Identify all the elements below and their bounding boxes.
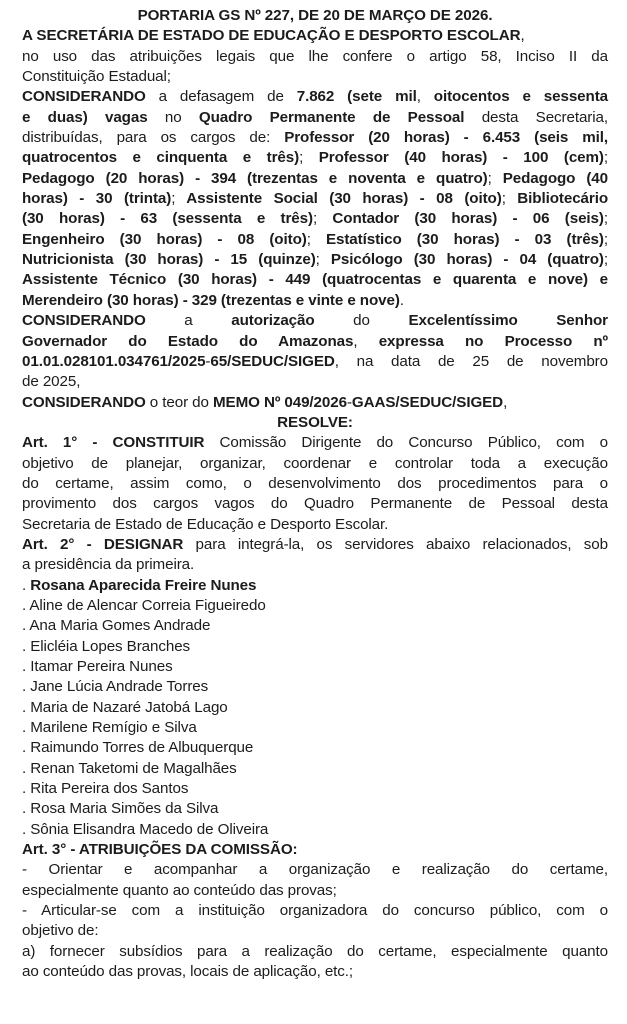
text-run-regular: ,: [353, 332, 358, 350]
doc-line-resolve: [22, 413, 608, 433]
text-run-regular: ;: [501, 190, 506, 208]
doc-line-member-6: [22, 677, 608, 697]
doc-line-preamble-l3: [22, 67, 608, 87]
text-run-regular: ;: [603, 230, 608, 248]
text-run-regular: a presidência da primeira.: [22, 556, 195, 574]
text-run-regular: - Orientar e acompanhar a organização e realização do certame,: [22, 861, 608, 879]
doc-line-art1-l3: [22, 474, 608, 494]
text-run-regular: no: [147, 108, 199, 126]
doc-line-considerando-1-l5: [22, 169, 608, 189]
text-run-regular: . Sônia Elisandra Macedo de Oliveira: [22, 820, 269, 838]
text-run-bold: RESOLVE:: [277, 413, 353, 431]
doc-line-considerando-1-l3: [22, 128, 608, 148]
doc-line-member-4: [22, 637, 608, 657]
text-run-regular: objetivo de planejar, organizar, coordenar e controlar toda a execução: [22, 454, 608, 472]
text-run-regular: . Raimundo Torres de Albuquerque: [22, 739, 254, 757]
doc-line-considerando-1-l1: [22, 87, 608, 107]
text-run-regular: ,: [416, 88, 421, 106]
text-run-regular: . Rita Pereira dos Santos: [22, 780, 189, 798]
text-run-bold: autorização: [231, 312, 315, 330]
text-run-regular: Comissão Dirigente do Concurso Público, com o: [204, 434, 608, 452]
text-run-regular: especialmente quanto ao conteúdo das provas;: [22, 881, 337, 899]
doc-line-preamble-l2: [22, 47, 608, 67]
doc-line-member-3: [22, 616, 608, 636]
text-run-regular: . Elicléia Lopes Branches: [22, 637, 191, 655]
text-run-bold: quatrocentos e cinquenta e três): [22, 149, 300, 167]
text-run-bold: 7.862 (sete mil: [296, 88, 417, 106]
text-run-regular: -: [205, 352, 211, 370]
text-run-regular: .: [22, 576, 31, 594]
text-run-regular: ;: [315, 251, 320, 269]
text-run-regular: . Aline de Alencar Correia Figueiredo: [22, 596, 266, 614]
text-run-bold: Art. 2° - DESIGNAR: [22, 535, 184, 553]
text-run-regular: . Jane Lúcia Andrade Torres: [22, 678, 209, 696]
text-run-bold: Engenheiro (30 horas) - 08 (oito): [22, 230, 307, 248]
doc-line-considerando-2-l1: [22, 311, 608, 331]
text-run-regular: , na data de 25 de novembro: [334, 352, 608, 370]
text-run-bold: Governador do Estado do Amazonas: [22, 332, 354, 350]
text-run-bold: Quadro Permanente de Pessoal: [198, 108, 465, 126]
text-run-regular: . Itamar Pereira Nunes: [22, 658, 173, 675]
doc-line-member-8: [22, 718, 608, 738]
text-run-bold: Professor (40 horas) - 100 (cem): [303, 149, 604, 167]
text-run-bold: Bibliotecário: [505, 190, 608, 208]
text-run-regular: ;: [603, 210, 608, 228]
text-run-bold: (30 horas) - 63 (sessenta e três): [22, 210, 313, 228]
text-run-bold: CONSIDERANDO: [22, 312, 146, 330]
doc-line-considerando-1-l2: [22, 108, 608, 128]
doc-line-art1-l4: [22, 494, 608, 514]
doc-line-considerando-1-l9: [22, 250, 608, 270]
text-run-bold: Professor (20 horas) - 6.453 (seis mil,: [284, 129, 608, 147]
text-run-bold: CONSIDERANDO: [22, 393, 146, 411]
text-run-regular: ;: [487, 169, 492, 187]
text-run-bold: 65/SEDUC/SIGED: [210, 352, 335, 370]
text-run-regular: . Ana Maria Gomes Andrade: [22, 617, 211, 635]
text-run-regular: ao conteúdo das provas, locais de aplicação, etc.;: [22, 963, 354, 981]
text-run-bold: horas) - 30 (trinta): [22, 190, 172, 208]
text-run-regular: distribuídas, para os cargos de:: [22, 129, 285, 147]
text-run-regular: - Articular-se com a instituição organizadora do concurso público, com o: [22, 902, 608, 920]
text-run-regular: a: [145, 312, 232, 330]
text-run-regular: ;: [603, 251, 608, 269]
doc-line-considerando-1-l6: [22, 189, 608, 209]
text-run-bold: GAAS/SEDUC/SIGED: [351, 393, 504, 411]
text-run-bold: Pedagogo (40: [491, 169, 609, 187]
text-run-bold: Nutricionista (30 horas) - 15 (quinze): [22, 251, 316, 269]
doc-line-art2-l2: [22, 555, 608, 575]
doc-line-art3-item2-l2: [22, 921, 608, 941]
text-run-regular: ;: [171, 190, 176, 208]
text-run-bold: expressa no Processo nº: [357, 332, 609, 350]
doc-line-member-7: [22, 698, 608, 718]
text-run-bold: Estatístico (30 horas) - 03 (três): [310, 230, 604, 248]
doc-line-title: [22, 6, 608, 26]
text-run-bold: 01.01.028101.034761/2025: [22, 352, 206, 370]
text-run-regular: ;: [603, 149, 608, 167]
doc-line-art3-item-a-l2: [22, 962, 608, 982]
text-run-regular: para integrá-la, os servidores abaixo relacionados, sob: [183, 535, 608, 553]
text-run-regular: Constituição Estadual;: [22, 68, 171, 86]
text-run-regular: ;: [306, 230, 311, 248]
doc-line-member-1: [22, 576, 608, 596]
doc-line-art1-l1: [22, 433, 608, 453]
text-run-regular: do: [314, 312, 409, 330]
text-run-regular: ;: [312, 210, 318, 228]
text-run-bold: Assistente Técnico (30 horas) - 449 (quatrocentas e quarenta e nove) e: [22, 271, 608, 289]
text-run-regular: o teor do: [145, 393, 213, 411]
doc-line-art3-item2-l1: [22, 901, 608, 921]
doc-line-considerando-1-l11: [22, 291, 608, 311]
text-run-regular: no uso das atribuições legais que lhe confere o artigo 58, Inciso II da: [22, 47, 608, 65]
text-run-bold: Psicólogo (30 horas) - 04 (quatro): [319, 251, 604, 269]
doc-line-art1-l2: [22, 454, 608, 474]
text-run-regular: a defasagem de: [145, 88, 297, 106]
text-run-regular: desta Secretaria,: [464, 108, 609, 126]
text-run-bold: Rosana Aparecida Freire Nunes: [30, 576, 257, 594]
text-run-regular: ,: [520, 27, 525, 45]
doc-line-considerando-2-l4: [22, 372, 608, 392]
doc-line-art3-item1-l2: [22, 881, 608, 901]
text-run-regular: . Renan Taketomi de Magalhães: [22, 759, 237, 777]
text-run-regular: .: [399, 291, 404, 309]
doc-line-considerando-1-l8: [22, 230, 608, 250]
text-run-bold: MEMO Nº 049/2026: [212, 393, 347, 411]
text-run-bold: Excelentíssimo Senhor: [408, 312, 608, 330]
doc-line-art2-l1: [22, 535, 608, 555]
doc-line-member-12: [22, 799, 608, 819]
text-run-bold: A SECRETÁRIA DE ESTADO DE EDUCAÇÃO E DESPORTO ESCOLAR: [22, 27, 521, 45]
doc-line-member-9: [22, 738, 608, 758]
doc-line-considerando-2-l3: [22, 352, 608, 372]
text-run-regular: provimento dos cargos vagos do Quadro Permanente de Pessoal desta: [22, 495, 608, 513]
text-run-bold: e duas) vagas: [22, 108, 148, 126]
text-run-regular: Secretaria de Estado de Educação e Desporto Escolar.: [22, 515, 389, 533]
text-run-bold: PORTARIA GS Nº 227, DE 20 DE MARÇO DE 2026.: [137, 7, 493, 24]
doc-line-member-2: [22, 596, 608, 616]
doc-line-considerando-1-l10: [22, 270, 608, 290]
text-run-regular: do certame, assim como, o desenvolvimento dos procedimentos para o: [22, 474, 608, 492]
doc-line-considerando-2-l2: [22, 332, 608, 352]
text-run-regular: a) fornecer subsídios para a realização do certame, especialmente quanto: [22, 942, 608, 960]
doc-line-considerando-1-l4: [22, 148, 608, 168]
text-run-bold: Art. 3° - ATRIBUIÇÕES DA COMISSÃO:: [22, 841, 298, 859]
text-run-regular: objetivo de:: [22, 922, 99, 940]
text-run-bold: Merendeiro (30 horas) - 329 (trezentas e vinte e nove): [22, 291, 400, 309]
text-run-regular: ;: [299, 149, 304, 167]
text-run-bold: Pedagogo (20 horas) - 394 (trezentas e noventa e quatro): [22, 169, 488, 187]
doc-line-member-5: [22, 657, 608, 677]
text-run-bold: oitocentos e sessenta: [420, 88, 609, 106]
doc-line-art3-item1-l1: [22, 860, 608, 880]
doc-line-art3-heading: [22, 840, 608, 860]
text-run-bold: Assistente Social (30 horas) - 08 (oito): [175, 190, 502, 208]
text-run-regular: ,: [503, 393, 508, 411]
doc-line-member-10: [22, 759, 608, 779]
text-run-bold: CONSIDERANDO: [22, 88, 146, 106]
text-run-regular: . Rosa Maria Simões da Silva: [22, 800, 219, 818]
doc-line-member-13: [22, 820, 608, 840]
text-run-regular: . Maria de Nazaré Jatobá Lago: [22, 698, 228, 716]
doc-line-member-11: [22, 779, 608, 799]
doc-line-considerando-3-l1: [22, 393, 608, 413]
doc-line-considerando-1-l7: [22, 209, 608, 229]
text-run-regular: . Marilene Remígio e Silva: [22, 719, 197, 737]
text-run-regular: -: [346, 393, 352, 411]
doc-line-art3-item-a-l1: [22, 942, 608, 962]
text-run-bold: Art. 1° - CONSTITUIR: [22, 434, 205, 452]
text-run-regular: de 2025,: [22, 373, 81, 391]
text-run-bold: Contador (30 horas) - 06 (seis): [317, 210, 604, 228]
doc-line-art1-l5: [22, 515, 608, 535]
doc-line-preamble-l1: [22, 26, 608, 46]
